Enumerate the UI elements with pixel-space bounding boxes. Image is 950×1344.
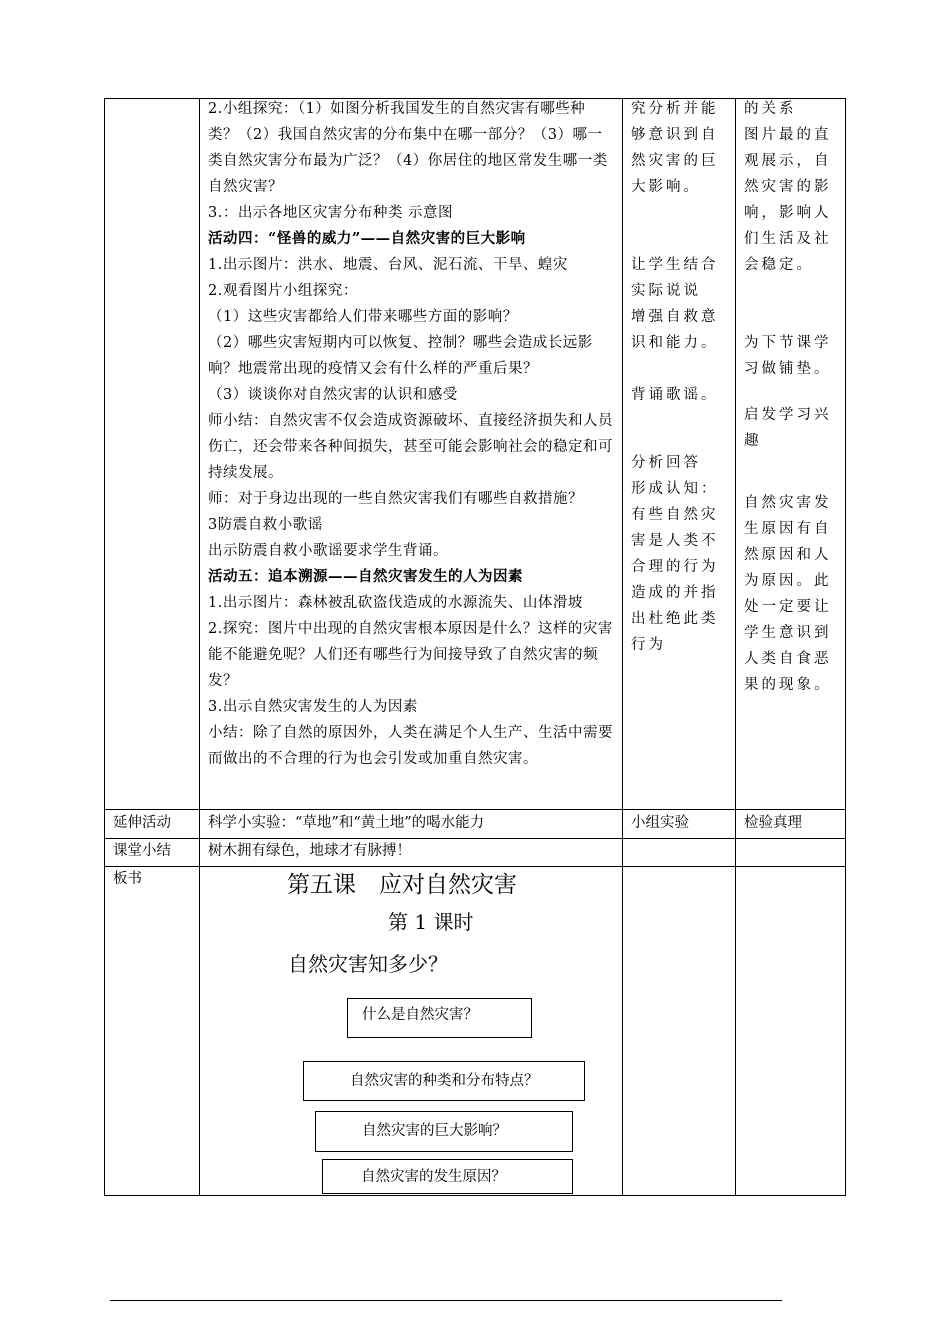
process-text: 2.探究：图片中出现的自然灾害根本原因是什么？这样的灾害能不能避免呢？人们还有哪些行为间接导致了自然灾害的频发？ [208,621,613,689]
student-text-3: 增强自救意识和能力。 [631,309,719,351]
student-text-6: 形成认知：有些自然灾害是人类不合理的行为造成的并指出杜绝此类行为 [631,481,719,653]
student-activity-cell [631,96,729,658]
board-label: 板书 [113,871,142,887]
activity-heading: 活动五：追本溯源——自然灾害发生的人为因素 [208,568,523,585]
teaching-process-cell [208,96,615,772]
student-text-5: 分析回答 [631,455,701,471]
activity-heading: 活动四：“怪兽的威力”——自然灾害的巨大影响 [208,230,526,247]
process-text: 出示防震自救小歌谣要求学生背诵。 [208,543,448,559]
extension-student: 小组实验 [631,815,689,831]
process-text: 1.出示图片：洪水、地震、台风、泥石流、干旱、蝗灾 [208,257,568,273]
process-text: （1）这些灾害都给人们带来哪些方面的影响？ [208,309,518,325]
intent-text-2: 图片最的直观展示，自然灾害的影响，影响人们生活及社会稳定。 [744,127,832,273]
board-box-4-text: 自然灾害的发生原因？ [361,1169,506,1185]
process-text: 3防震自救小歌谣 [208,517,323,533]
process-text: 师：对于身边出现的一些自然灾害我们有哪些自救措施？ [208,491,583,507]
table-border-left [104,98,105,1196]
process-text: 3.出示自然灾害发生的人为因素 [208,699,418,715]
footer-rule [110,1300,782,1301]
student-text-4: 背诵歌谣。 [631,387,719,403]
board-question: 自然灾害知多少？ [288,952,448,976]
summary-content: 树木拥有绿色，地球才有脉搏！ [208,843,411,859]
student-text-2: 让学生结合实际说说 [631,257,719,299]
process-text: 2.观看图片小组探究： [208,283,358,299]
board-box-2-text: 自然灾害的种类和分布特点？ [350,1073,539,1089]
process-text: 小结：除了自然的原因外，人类在满足个人生产、生活中需要而做出的不合理的行为也会引发或加重自然灾害。 [208,725,613,767]
board-box-4 [322,1159,573,1194]
intent-text-4: 启发学习兴趣 [744,407,832,449]
board-box-3 [315,1111,573,1152]
student-text-1: 究分析并能够意识到自然灾害的巨大影响。 [631,101,719,195]
table-col-divider-3 [735,98,736,1196]
process-text: （3）谈谈你对自然灾害的认识和感受 [208,387,458,403]
board-box-2 [303,1061,585,1101]
board-box-1-text: 什么是自然灾害？ [362,1007,478,1023]
table-border-bottom [104,1195,846,1196]
table-col-divider-2 [622,98,623,1196]
intent-text-1: 的关系 [744,101,797,117]
process-text: 师小结：自然灾害不仅会造成资源破坏、直接经济损失和人员伤亡，还会带来各种间损失，甚至可能会影响社会的稳定和可持续发展。 [208,413,613,481]
board-box-1 [347,998,532,1038]
intent-text-5: 自然灾害发生原因有自然原因和人为原因。此处一定要让学生意识到人类自食恶果的现象。 [744,495,832,693]
intent-text-3: 为下节课学习做铺垫。 [744,335,832,377]
board-box-3-text: 自然灾害的巨大影响？ [362,1123,507,1139]
process-text: 3.：出示各地区灾害分布种类 示意图 [208,205,453,221]
summary-label: 课堂小结 [113,843,171,859]
table-col-divider-1 [199,98,200,1196]
design-intent-cell [744,96,840,698]
board-lesson: 第 1 课时 [388,910,474,934]
board-title: 第五课 应对自然灾害 [287,872,517,898]
extension-label: 延伸活动 [113,815,171,831]
process-text: 2.小组探究：（1）如图分析我国发生的自然灾害有哪些种类？（2）我国自然灾害的分布集中在哪一部分？（3）哪一类自然灾害分布最为广泛？（4）你居住的地区常发生哪一类自然灾害？ [208,101,608,195]
table-border-right [845,98,846,1196]
process-text: （2）哪些灾害短期内可以恢复、控制？哪些会造成长远影响？地震常出现的疫情又会有什么样的严重后果？ [208,335,593,377]
extension-content: 科学小实验：“草地”和“黄土地”的喝水能力 [208,815,485,831]
extension-intent: 检验真理 [744,815,802,831]
process-text: 1.出示图片：森林被乱砍盗伐造成的水源流失、山体滑坡 [208,595,583,611]
